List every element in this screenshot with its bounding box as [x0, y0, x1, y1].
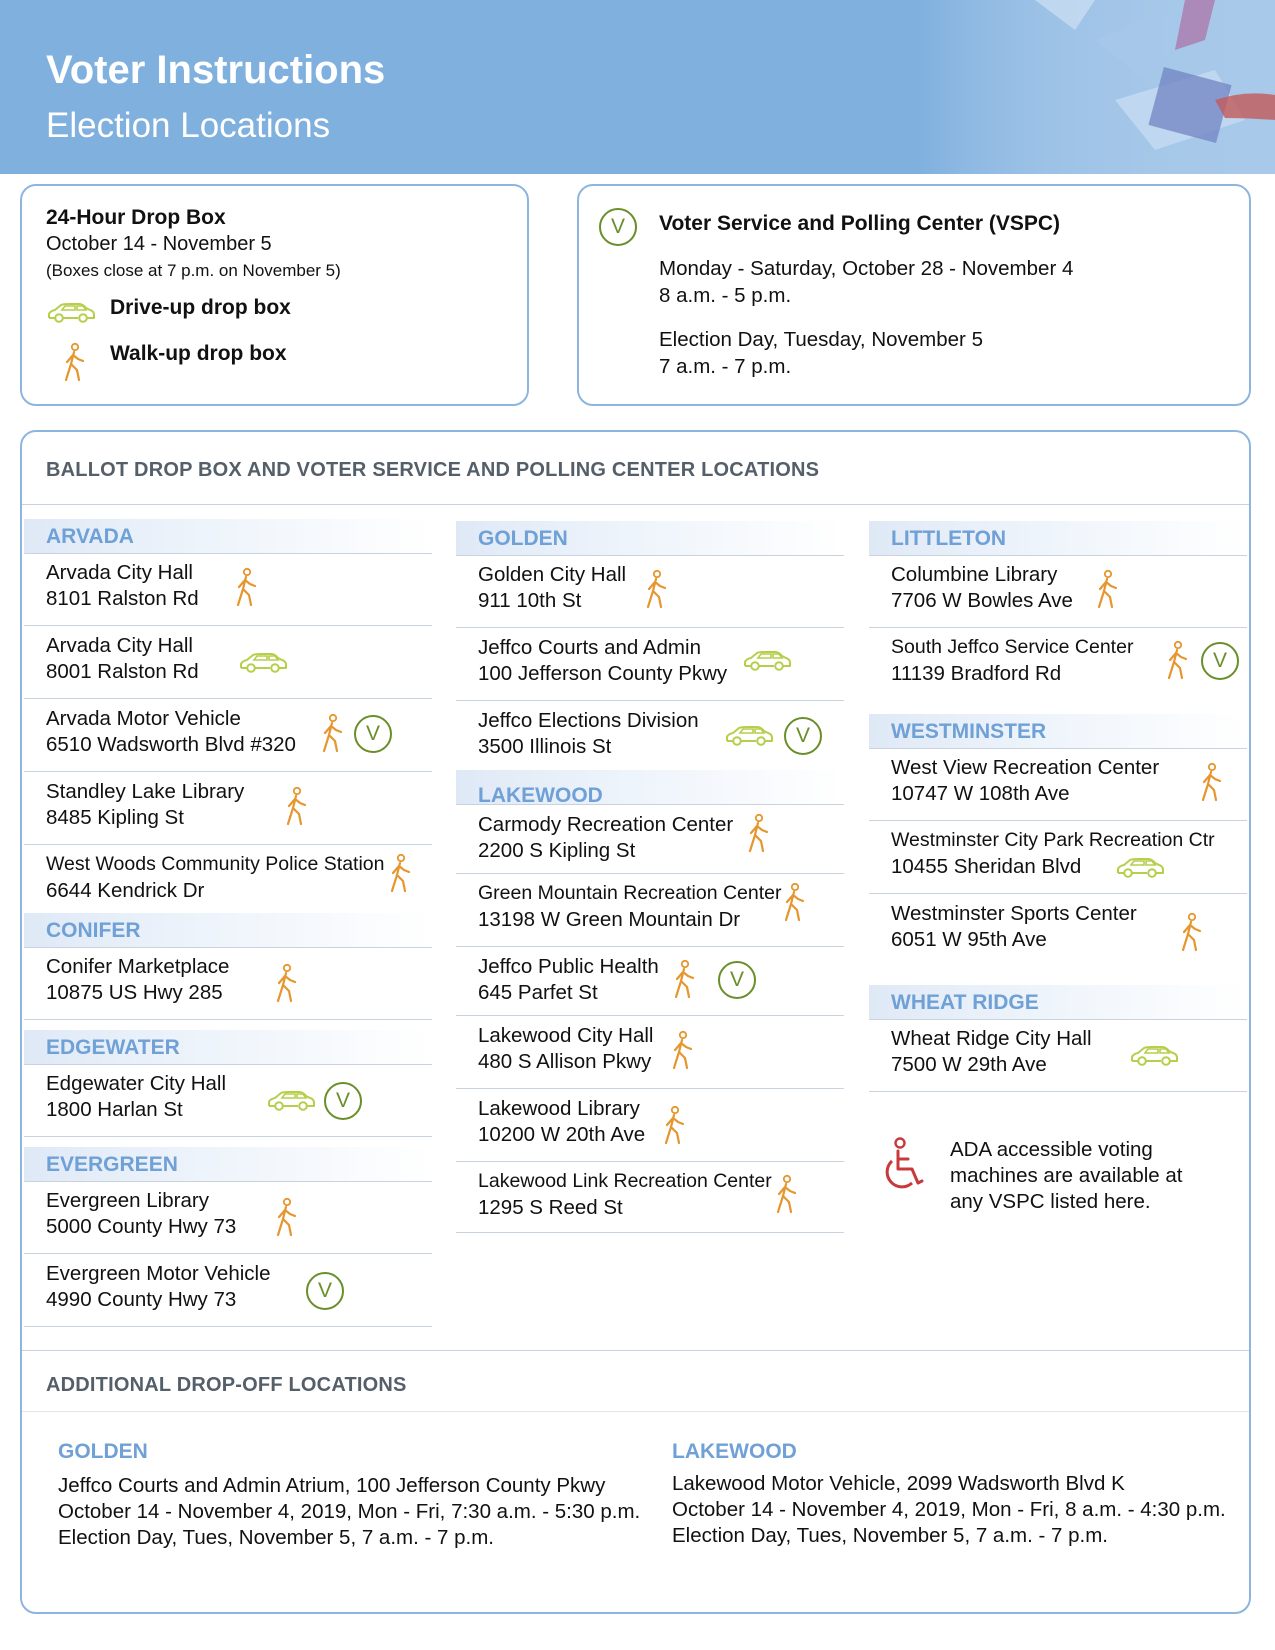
location-evergreen-library: Evergreen Library 5000 County Hwy 73	[24, 1181, 432, 1254]
vspc-info-box	[577, 184, 1251, 406]
walk-icon	[320, 713, 344, 753]
location-carmody-rec: Carmody Recreation Center 2200 S Kipling St	[456, 805, 844, 874]
city-header-arvada: ARVADA	[24, 519, 432, 554]
drive-up-label: Drive-up drop box	[110, 296, 291, 319]
location-columbine-library: Columbine Library 7706 W Bowles Ave	[869, 555, 1247, 628]
ada-line3: any VSPC listed here.	[950, 1190, 1151, 1213]
location-lakewood-city-hall: Lakewood City Hall 480 S Allison Pkwy	[456, 1016, 844, 1089]
walk-icon	[644, 569, 668, 609]
additional-lakewood-line1: Lakewood Motor Vehicle, 2099 Wadsworth Blvd K	[672, 1472, 1125, 1495]
location-south-jeffco-service: South Jeffco Service Center 11139 Bradford Rd V	[869, 628, 1247, 696]
car-icon	[266, 1090, 316, 1112]
walk-icon	[284, 786, 308, 826]
vspc-icon: V	[784, 717, 822, 755]
vspc-icon: V	[324, 1082, 362, 1120]
car-icon	[742, 650, 792, 672]
vspc-line4: 7 a.m. - 7 p.m.	[659, 355, 792, 378]
location-lakewood-link-rec: Lakewood Link Recreation Center 1295 S Reed St	[456, 1162, 844, 1233]
city-header-evergreen: EVERGREEN	[24, 1147, 432, 1182]
walk-icon	[782, 882, 806, 922]
city-header-lakewood: LAKEWOOD	[456, 770, 844, 805]
location-west-view-rec: West View Recreation Center 10747 W 108th Ave	[869, 748, 1247, 821]
walk-icon	[670, 1030, 694, 1070]
car-icon	[238, 652, 288, 674]
additional-golden-line2: October 14 - November 4, 2019, Mon - Fri, 7:30 a.m. - 5:30 p.m.	[58, 1500, 641, 1523]
location-arvada-city-hall-1: Arvada City Hall 8101 Ralston Rd	[24, 553, 432, 626]
divider	[22, 1350, 1249, 1351]
ada-line2: machines are available at	[950, 1164, 1183, 1187]
walk-icon	[1165, 640, 1189, 680]
hands-ballot-illustration	[915, 0, 1275, 174]
city-header-edgewater: EDGEWATER	[24, 1030, 432, 1065]
walk-icon	[62, 342, 86, 382]
dropbox-note: (Boxes close at 7 p.m. on November 5)	[46, 261, 341, 280]
location-green-mountain-rec: Green Mountain Recreation Center 13198 W Green Mountain Dr	[456, 874, 844, 947]
walk-icon	[1179, 912, 1203, 952]
divider	[22, 1411, 1249, 1412]
car-icon	[46, 302, 96, 324]
additional-lakewood-line2: October 14 - November 4, 2019, Mon - Fri, 8 a.m. - 4:30 p.m.	[672, 1498, 1226, 1521]
location-evergreen-motor-vehicle: Evergreen Motor Vehicle 4990 County Hwy 73 V	[24, 1254, 432, 1327]
walk-icon	[388, 853, 412, 893]
location-arvada-city-hall-2: Arvada City Hall 8001 Ralston Rd	[24, 626, 432, 699]
header-banner	[0, 0, 1275, 174]
walk-icon	[662, 1105, 686, 1145]
walk-icon	[234, 567, 258, 607]
location-jeffco-elections: Jeffco Elections Division 3500 Illinois St V	[456, 701, 844, 769]
location-westminster-city-park: Westminster City Park Recreation Ctr 10455 Sheridan Blvd	[869, 821, 1247, 894]
location-wheat-ridge-city-hall: Wheat Ridge City Hall 7500 W 29th Ave	[869, 1019, 1247, 1092]
walk-icon	[1199, 762, 1223, 802]
additional-golden-header: GOLDEN	[58, 1440, 148, 1463]
vspc-title: Voter Service and Polling Center (VSPC)	[659, 212, 1061, 235]
ada-line1: ADA accessible voting	[950, 1138, 1153, 1161]
additional-lakewood-header: LAKEWOOD	[672, 1440, 797, 1463]
vspc-line3: Election Day, Tuesday, November 5	[659, 328, 983, 351]
vspc-icon: V	[599, 208, 637, 246]
location-jeffco-courts-admin: Jeffco Courts and Admin 100 Jefferson County Pkwy	[456, 628, 844, 701]
city-header-golden: GOLDEN	[456, 521, 844, 556]
wheelchair-icon	[880, 1137, 924, 1193]
vspc-icon: V	[354, 715, 392, 753]
city-header-westminster: WESTMINSTER	[869, 714, 1247, 749]
city-header-wheat-ridge: WHEAT RIDGE	[869, 985, 1247, 1020]
vspc-icon: V	[718, 961, 756, 999]
location-conifer-marketplace: Conifer Marketplace 10875 US Hwy 285	[24, 947, 432, 1020]
city-header-conifer: CONIFER	[24, 913, 432, 948]
vspc-line2: 8 a.m. - 5 p.m.	[659, 284, 792, 307]
vspc-icon: V	[1201, 642, 1239, 680]
additional-golden-line1: Jeffco Courts and Admin Atrium, 100 Jefferson County Pkwy	[58, 1474, 606, 1497]
walk-icon	[1095, 569, 1119, 609]
vspc-line1: Monday - Saturday, October 28 - November 4	[659, 257, 1074, 280]
car-icon	[1115, 857, 1165, 879]
walk-icon	[746, 813, 770, 853]
locations-heading: BALLOT DROP BOX AND VOTER SERVICE AND POLLING CENTER LOCATIONS	[46, 459, 820, 481]
walk-icon	[672, 959, 696, 999]
location-standley-lake-library: Standley Lake Library 8485 Kipling St	[24, 772, 432, 845]
car-icon	[724, 725, 774, 747]
location-edgewater-city-hall: Edgewater City Hall 1800 Harlan St V	[24, 1064, 432, 1137]
location-arvada-motor-vehicle: Arvada Motor Vehicle 6510 Wadsworth Blvd #320 V	[24, 699, 432, 772]
divider	[22, 504, 1249, 505]
city-header-littleton: LITTLETON	[869, 521, 1247, 556]
additional-golden-line3: Election Day, Tues, November 5, 7 a.m. - 7 p.m.	[58, 1526, 494, 1549]
location-lakewood-library: Lakewood Library 10200 W 20th Ave	[456, 1089, 844, 1162]
locations-box	[20, 430, 1251, 1614]
walk-up-label: Walk-up drop box	[110, 342, 287, 365]
walk-icon	[274, 963, 298, 1003]
walk-icon	[774, 1174, 798, 1214]
vspc-icon: V	[306, 1272, 344, 1310]
page-title: Voter Instructions	[46, 48, 386, 92]
location-jeffco-public-health: Jeffco Public Health 645 Parfet St V	[456, 947, 844, 1016]
walk-icon	[274, 1197, 298, 1237]
dropbox-info-box	[20, 184, 529, 406]
location-west-woods-police: West Woods Community Police Station 6644 Kendrick Dr	[24, 845, 432, 913]
dropbox-title: 24-Hour Drop Box	[46, 206, 226, 229]
additional-lakewood-line3: Election Day, Tues, November 5, 7 a.m. - 7 p.m.	[672, 1524, 1108, 1547]
page-subtitle: Election Locations	[46, 106, 331, 145]
car-icon	[1129, 1045, 1179, 1067]
dropbox-dates: October 14 - November 5	[46, 233, 272, 255]
location-golden-city-hall: Golden City Hall 911 10th St	[456, 555, 844, 628]
additional-heading: ADDITIONAL DROP-OFF LOCATIONS	[46, 1374, 407, 1396]
location-westminster-sports: Westminster Sports Center 6051 W 95th Ave	[869, 894, 1247, 966]
